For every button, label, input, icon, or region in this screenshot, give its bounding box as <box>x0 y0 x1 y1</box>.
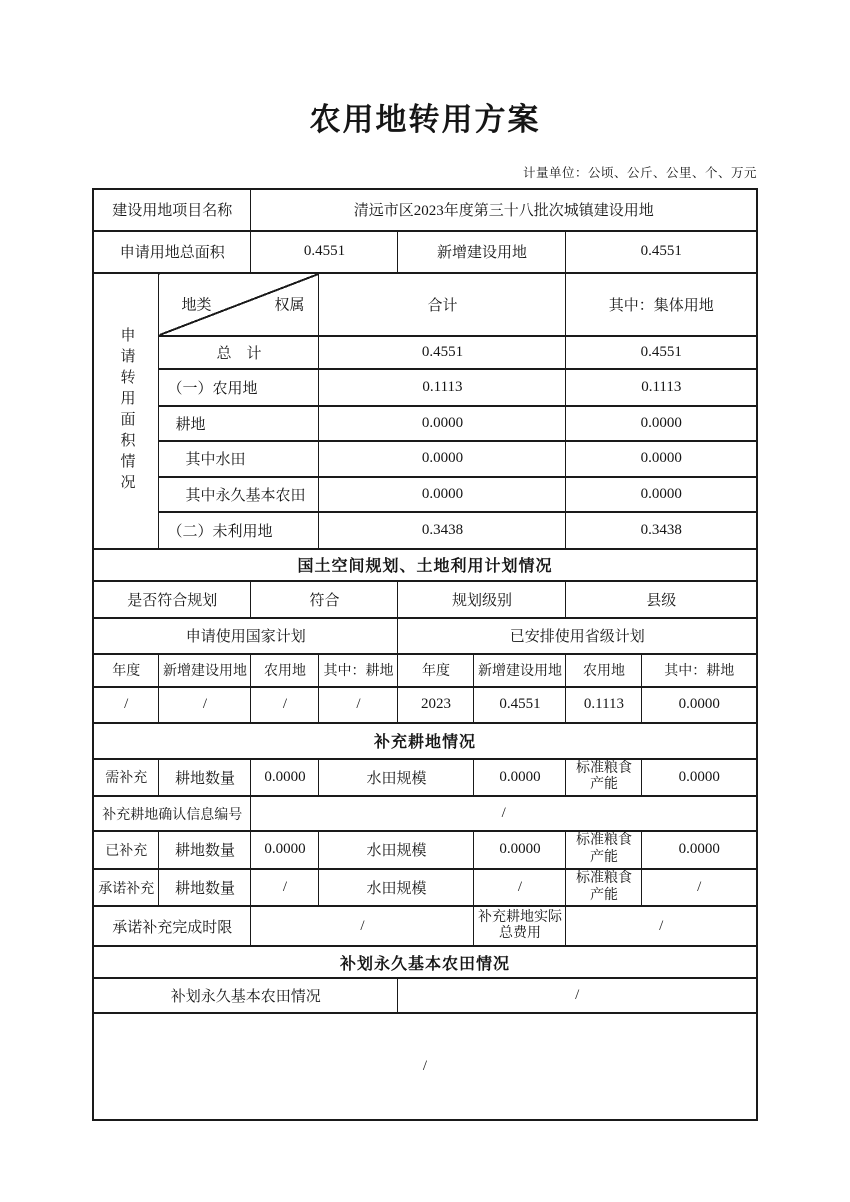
total-area-value: 0.4551 <box>251 231 398 273</box>
total-area-label: 申请用地总面积 <box>93 231 251 273</box>
project-name-row <box>93 189 757 231</box>
deadline-value: / <box>251 906 474 946</box>
total-area-row <box>93 231 757 273</box>
plan-col-header: 农用地 <box>251 654 319 687</box>
grain-capacity-label: 标准粮食产能 <box>566 759 642 797</box>
planning-level-label: 规划级别 <box>398 581 566 618</box>
row-total-value: 0.3438 <box>319 512 566 549</box>
plan-col-value: / <box>93 687 159 723</box>
provincial-plan-label: 已安排使用省级计划 <box>398 618 757 654</box>
supplement-needed-row <box>93 759 757 797</box>
diagonal-label-ownership: 权属 <box>274 297 305 314</box>
plan-col-value: / <box>319 687 398 723</box>
plan-col-header: 其中：耕地 <box>319 654 398 687</box>
row-label: 其中水田 <box>159 441 319 477</box>
row-collective-value: 0.3438 <box>566 512 757 549</box>
unit-note: 计量单位：公顷、公斤、公里、个、万元 <box>522 165 757 180</box>
actual-cost-label: 补充耕地实际总费用 <box>474 906 566 946</box>
table-row-agricultural-land <box>93 369 757 406</box>
supplement-row-label: 已补充 <box>93 831 159 869</box>
paddy-scale-value: 0.0000 <box>474 759 566 797</box>
project-name-value: 清远市区2023年度第三十八批次城镇建设用地 <box>251 189 757 231</box>
paddy-scale-label: 水田规模 <box>319 831 474 869</box>
row-label: （一）农用地 <box>159 369 319 406</box>
plan-col-header: 年度 <box>398 654 474 687</box>
row-collective-value: 0.0000 <box>566 477 757 512</box>
cultivated-qty-label: 耕地数量 <box>159 869 251 907</box>
transfer-area-side-cell <box>93 273 159 549</box>
table-row-permanent-basic-farmland <box>93 477 757 512</box>
table-row-cultivated-land <box>93 406 757 441</box>
national-plan-label: 申请使用国家计划 <box>93 618 398 654</box>
planning-compliance-row <box>93 581 757 618</box>
supplement-section-header-row <box>93 723 757 759</box>
plan-table-header-row <box>93 654 757 687</box>
plan-col-header: 年度 <box>93 654 159 687</box>
cultivated-qty-value: / <box>251 869 319 907</box>
supplement-deadline-row <box>93 906 757 946</box>
diagonal-header-cell <box>159 273 319 336</box>
grain-capacity-value: 0.0000 <box>642 831 757 869</box>
farmland-status-row <box>93 978 757 1013</box>
row-total-value: 0.0000 <box>319 441 566 477</box>
row-total-value: 0.0000 <box>319 477 566 512</box>
plan-col-value: 0.1113 <box>566 687 642 723</box>
plan-col-value: 0.0000 <box>642 687 757 723</box>
plan-col-value: / <box>251 687 319 723</box>
grain-capacity-label: 标准粮食产能 <box>566 831 642 869</box>
paddy-scale-label: 水田规模 <box>319 759 474 797</box>
cultivated-qty-label: 耕地数量 <box>159 759 251 797</box>
cultivated-qty-label: 耕地数量 <box>159 831 251 869</box>
farmland-section-header: 补划永久基本农田情况 <box>93 946 757 978</box>
row-collective-value: 0.1113 <box>566 369 757 406</box>
column-header-total: 合计 <box>319 273 566 336</box>
grain-capacity-value: / <box>642 869 757 907</box>
table-row-grand-total <box>93 336 757 369</box>
row-total-value: 0.0000 <box>319 406 566 441</box>
remark-value: / <box>93 1013 757 1120</box>
row-total-value: 0.1113 <box>319 369 566 406</box>
plan-col-header: 农用地 <box>566 654 642 687</box>
remark-row <box>93 1013 757 1120</box>
column-header-collective: 其中：集体用地 <box>566 273 757 336</box>
grain-capacity-value: 0.0000 <box>642 759 757 797</box>
plan-col-value: / <box>159 687 251 723</box>
compliance-value: 符合 <box>251 581 398 618</box>
confirm-number-value: / <box>251 796 757 831</box>
planning-section-header: 国土空间规划、土地利用计划情况 <box>93 549 757 581</box>
supplement-row-label: 需补充 <box>93 759 159 797</box>
plan-source-header-row <box>93 618 757 654</box>
row-label: 其中永久基本农田 <box>159 477 319 512</box>
plan-table-value-row <box>93 687 757 723</box>
grain-capacity-label: 标准粮食产能 <box>566 869 642 907</box>
new-construction-value: 0.4551 <box>566 231 757 273</box>
row-label: （二）未利用地 <box>159 512 319 549</box>
planning-section-header-row <box>93 549 757 581</box>
land-conversion-form-table <box>92 188 758 1122</box>
supplement-row-label: 承诺补充 <box>93 869 159 907</box>
paddy-scale-value: / <box>474 869 566 907</box>
planning-level-value: 县级 <box>566 581 757 618</box>
transfer-area-header-row <box>93 273 757 336</box>
row-collective-value: 0.0000 <box>566 406 757 441</box>
deadline-label: 承诺补充完成时限 <box>93 906 251 946</box>
plan-col-header: 新增建设用地 <box>474 654 566 687</box>
project-name-label: 建设用地项目名称 <box>93 189 251 231</box>
row-label: 总 计 <box>159 336 319 369</box>
farmland-section-header-row <box>93 946 757 978</box>
supplement-confirm-row <box>93 796 757 831</box>
cultivated-qty-value: 0.0000 <box>251 831 319 869</box>
document-title: 农用地转用方案 <box>309 102 541 137</box>
diagonal-label-landtype: 地类 <box>181 297 212 314</box>
transfer-area-side-label: 申请转用面积情况 <box>118 326 135 495</box>
actual-cost-value: / <box>566 906 757 946</box>
plan-col-value: 0.4551 <box>474 687 566 723</box>
plan-col-value: 2023 <box>398 687 474 723</box>
table-row-unused-land <box>93 512 757 549</box>
farmland-status-label: 补划永久基本农田情况 <box>93 978 398 1013</box>
paddy-scale-value: 0.0000 <box>474 831 566 869</box>
supplement-section-header: 补充耕地情况 <box>93 723 757 759</box>
confirm-number-label: 补充耕地确认信息编号 <box>93 796 251 831</box>
plan-col-header: 其中：耕地 <box>642 654 757 687</box>
farmland-status-value: / <box>398 978 757 1013</box>
new-construction-label: 新增建设用地 <box>398 231 566 273</box>
row-collective-value: 0.4551 <box>566 336 757 369</box>
row-total-value: 0.4551 <box>319 336 566 369</box>
cultivated-qty-value: 0.0000 <box>251 759 319 797</box>
paddy-scale-label: 水田规模 <box>319 869 474 907</box>
supplement-promised-row <box>93 869 757 907</box>
table-row-paddy-field <box>93 441 757 477</box>
plan-col-header: 新增建设用地 <box>159 654 251 687</box>
row-label: 耕地 <box>159 406 319 441</box>
supplement-done-row <box>93 831 757 869</box>
compliance-label: 是否符合规划 <box>93 581 251 618</box>
row-collective-value: 0.0000 <box>566 441 757 477</box>
